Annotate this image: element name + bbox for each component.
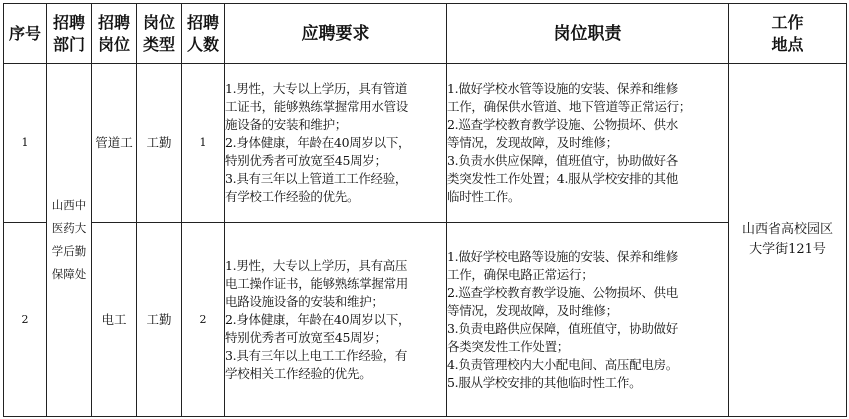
location-cell: 山西省高校园区 大学街121号 <box>729 64 847 417</box>
table-row <box>4 223 847 417</box>
row-position: 管道工 <box>92 64 137 223</box>
row-seq: 1 <box>4 64 47 223</box>
header-position: 招聘 岗位 <box>92 4 137 64</box>
row-type: 工勤 <box>137 223 182 417</box>
header-location: 工作 地点 <box>729 4 847 64</box>
dept-cell: 山西中 医药大 学后勤 保障处 <box>47 64 92 417</box>
recruitment-table <box>3 3 847 417</box>
header-requirements: 应聘要求 <box>225 4 447 64</box>
header-count: 招聘 人数 <box>182 4 225 64</box>
row-duties: 1.做好学校水管等设施的安装、保养和维修 工作，确保供水管道、地下管道等正常运行； 2.巡查学校教育教学设施、公物损坏、供水 等情况，发现故障，及时维修； 3.负责水供应保障，值班值守，协助做好各 类突发性工作处置；4.服从学校安排的其他 临时性工作。 <box>447 64 729 223</box>
header-dept: 招聘 部门 <box>47 4 92 64</box>
row-requirements: 1.男性，大专以上学历，具有高压 电工操作证书，能够熟练掌握常用 电路设施设备的安装和维护； 2.身体健康，年龄在40周岁以下， 特别优秀者可放宽至45周岁； 3.具有三年以上电工工作经验，有 学校相关工作经验的优先。 <box>225 223 447 417</box>
row-type: 工勤 <box>137 64 182 223</box>
row-position: 电工 <box>92 223 137 417</box>
header-seq: 序号 <box>4 4 47 64</box>
table-row <box>4 64 847 223</box>
row-count: 2 <box>182 223 225 417</box>
row-seq: 2 <box>4 223 47 417</box>
row-requirements: 1.男性，大专以上学历，具有管道 工证书，能够熟练掌握常用水管设 施设备的安装和维护； 2.身体健康，年龄在40周岁以下， 特别优秀者可放宽至45周岁； 3.具有三年以上管道工工作经验， 有学校工作经验的优先。 <box>225 64 447 223</box>
row-duties: 1.做好学校电路等设施的安装、保养和维修 工作，确保电路正常运行； 2.巡查学校教育教学设施、公物损坏、供电 等情况，发现故障，及时维修； 3.负责电路供应保障，值班值守，协助做好 各类突发性工作处置； 4.负责管理校内大小配电间、高压配电房。 5.服从学校安排的其他临时性工作。 <box>447 223 729 417</box>
header-type: 岗位 类型 <box>137 4 182 64</box>
header-duties: 岗位职责 <box>447 4 729 64</box>
header-row <box>4 4 847 64</box>
row-count: 1 <box>182 64 225 223</box>
